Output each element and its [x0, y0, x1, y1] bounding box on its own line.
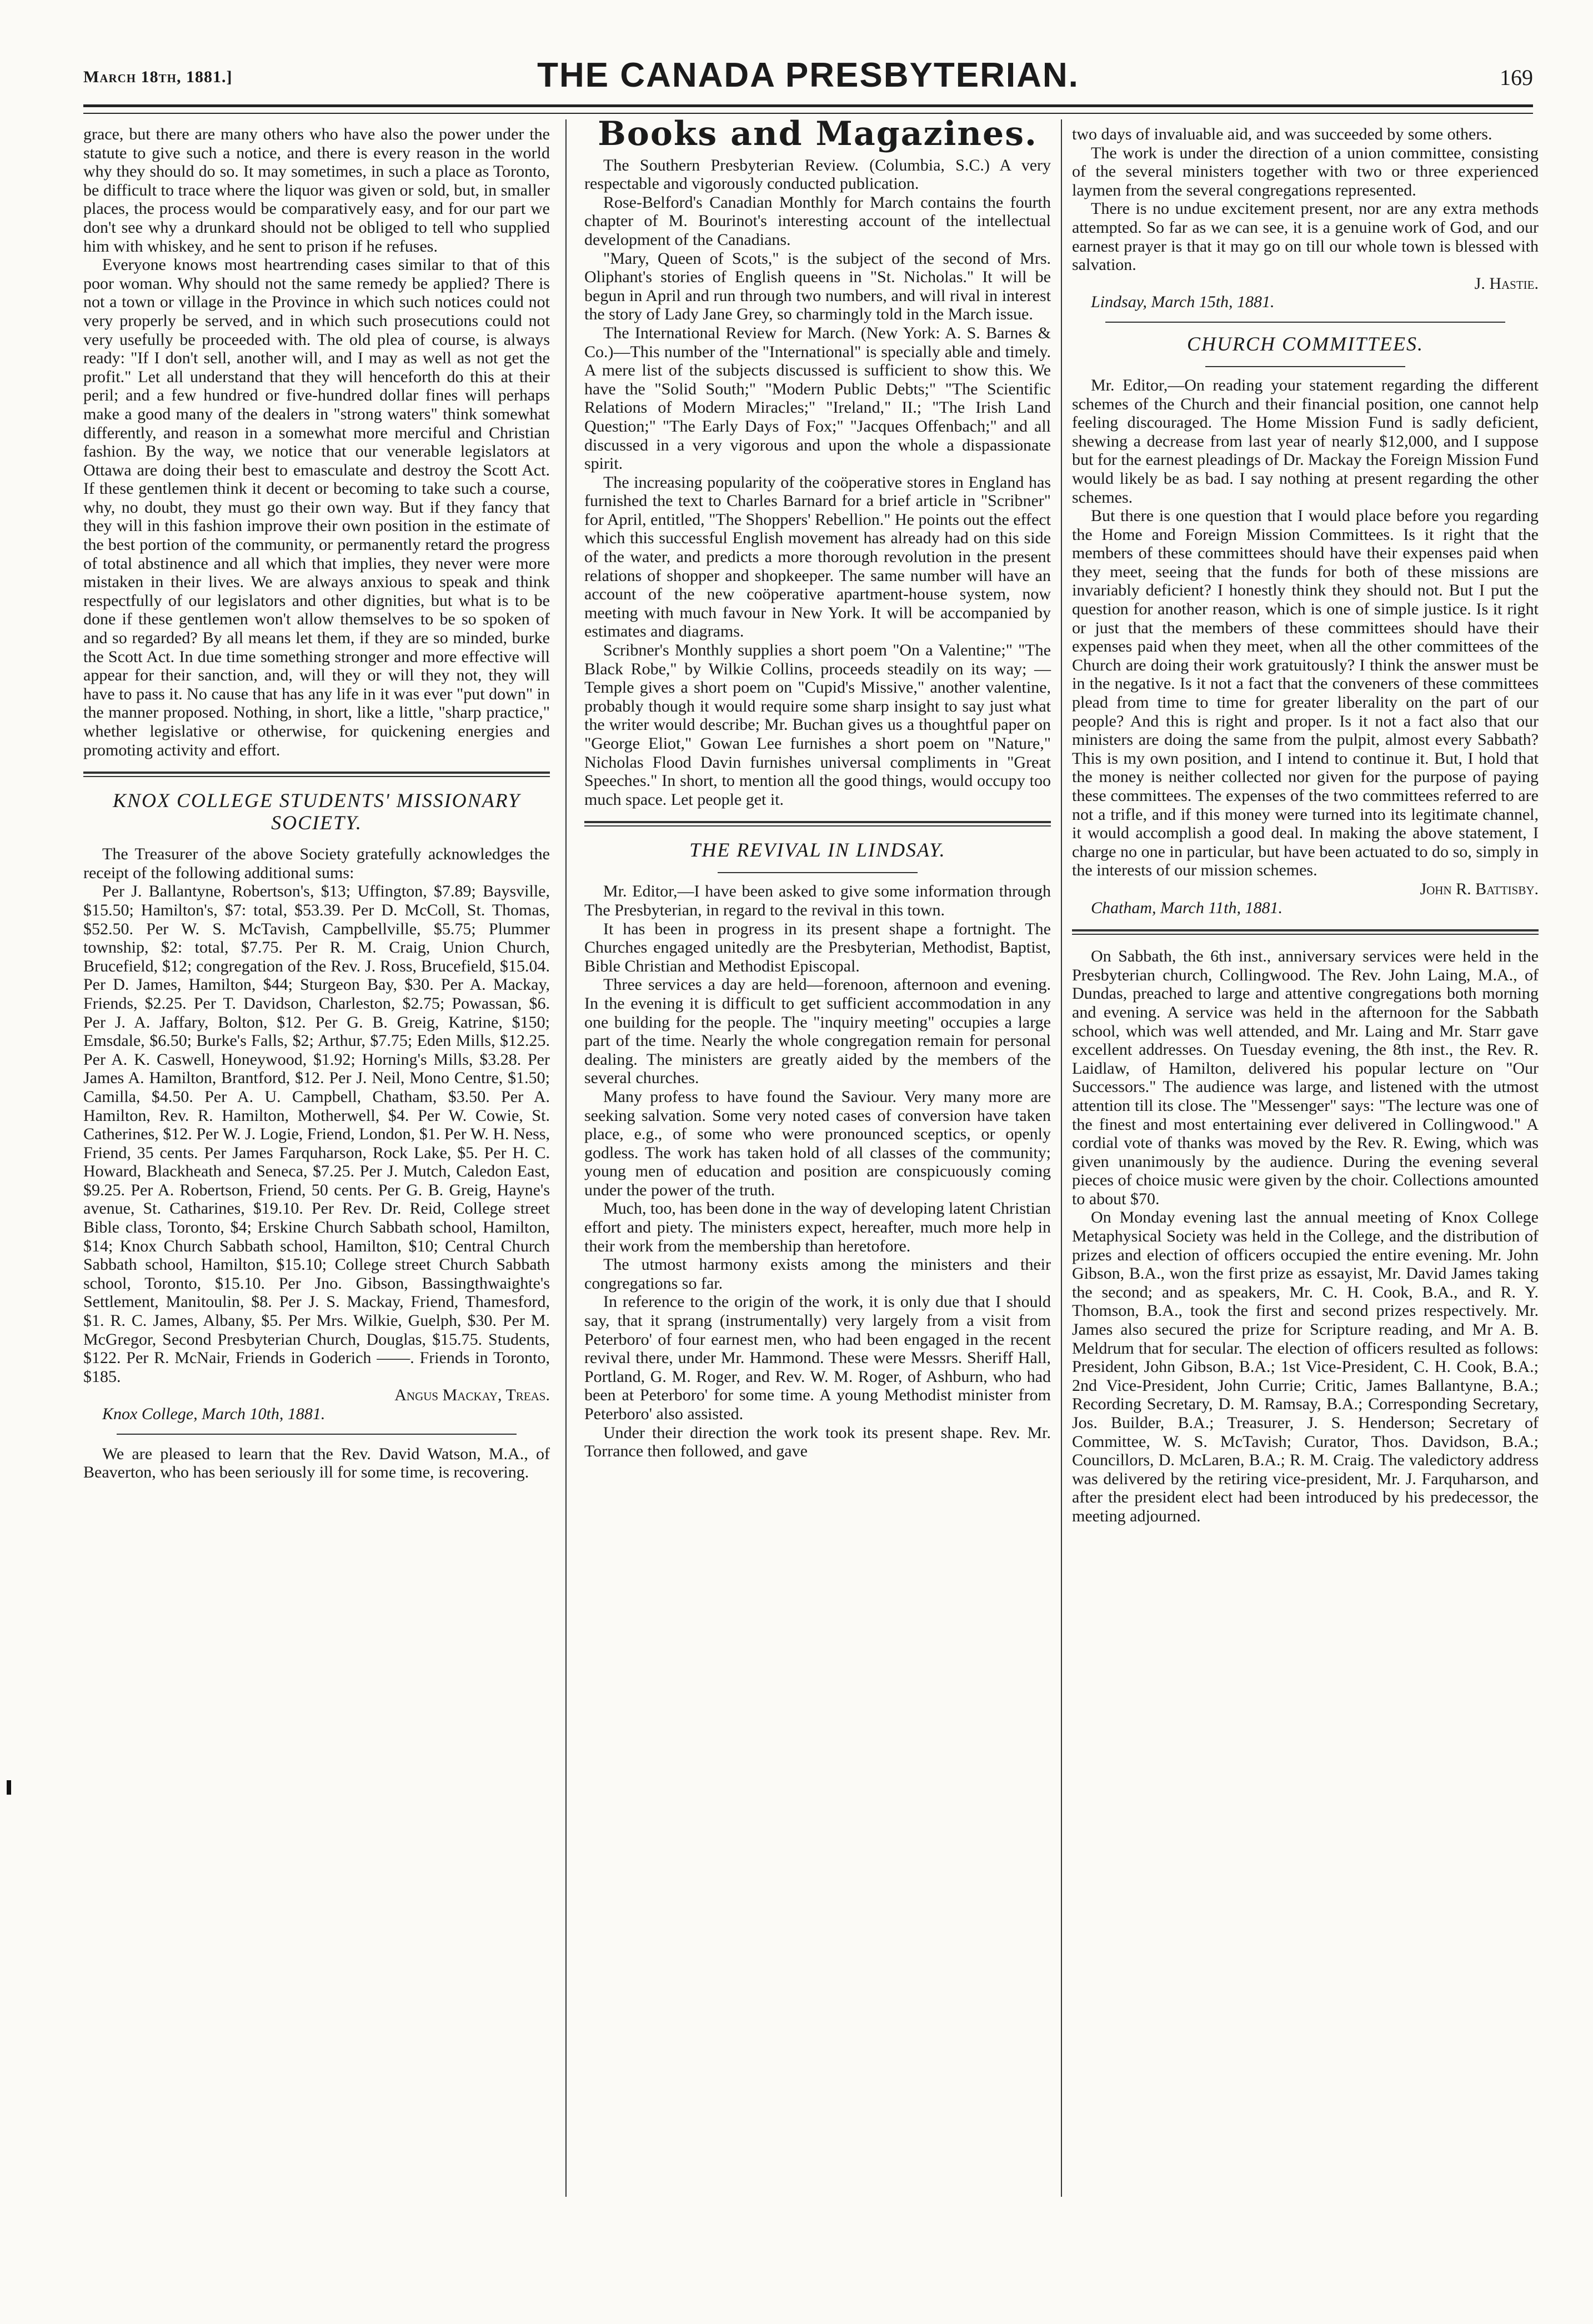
- page-number: 169: [1500, 65, 1533, 90]
- revival-paragraph: Many profess to have found the Saviour. Very many more are seeking salvation. Some very noted cases of conversion have taken place, e.g., of some who were pronounced sceptics, or openly godless. The work has taken hold of all classes of the community; young men of education and position are conspicuously coming under the power of the truth.: [584, 1087, 1051, 1199]
- committees-signature: John R. Battisby.: [1420, 879, 1539, 898]
- revival-signature: J. Hastie.: [1474, 274, 1539, 293]
- column-middle: [584, 114, 1051, 1461]
- section-rule: [584, 821, 1051, 827]
- books-magazines-title: Books and Magazines.: [598, 114, 1038, 153]
- review-item: The Southern Presbyterian Review. (Columbia, S.C.) A very respectable and vigorously conducted publication.: [584, 156, 1051, 193]
- revival-paragraph: Three services a day are held—forenoon, afternoon and evening. In the evening it is difficult to get sufficient accommodation in any one building for the people. The "inquiry meeting" occupies a large part of the time. Nearly the whole congregation remain for personal dealing. The ministers are greatly aided by the members of the several churches.: [584, 975, 1051, 1088]
- review-item: The increasing popularity of the coöperative stores in England has furnished the text to Charles Barnard for a brief article in "Scribner" for April, entitled, "The Shoppers' Rebellion." He points out the effect which this successful English movement has already had on this side of the water, and predicts a more thorough revolution in the present relations of shopper and shopkeeper. The same number will have an account of the new coöperative apartment-house system, now meeting with much favour in New York. It will be accompanied by estimates and diagrams.: [584, 473, 1051, 641]
- news-item: On Monday evening last the annual meeting of Knox College Metaphysical Society was held in the College, and the distribution of prizes and election of officers occupied the entire evening. Mr. John Gibson, B.A., won the first prize as essayist, Mr. David James taking the second; and as speakers, Mr. C. H. Cook, B.A., and R. Y. Thomson, B.A., took the first and second prizes respectively. Mr. James also secured the prize for Scripture reading, and Mr A. B. Meldrum that for secular. The election of officers resulted as follows: President, John Gibson, B.A.; 1st Vice-President, C. H. Cook, B.A.; 2nd Vice-President, John Currie; Critic, James Ballantyne, B.A.; Recording Secretary, D. M. Ramsay, B.A.; Corresponding Secretary, Jos. Builder, B.A.; Treasurer, J. S. Henderson; Secretary of Committee, W. S. McTavish; Curator, Thos. Davidson, B.A.; Councillors, D. McLaren, B.A.; R. M. Craig. The valedictory address was delivered by the retiring vice-president, Mr. J. Farquharson, and after the president elect had been introduced by his predecessor, the meeting adjourned.: [1072, 1208, 1539, 1525]
- column-divider: [565, 119, 567, 2197]
- heading-rule: [1205, 366, 1405, 367]
- review-item: Scribner's Monthly supplies a short poem "On a Valentine;" "The Black Robe," by Wilkie Collins, proceeds steadily on its way; — Temple gives a short poem on "Cupid's Missive," another valentine, probably though it would require some sharp insight to say just what the writer would describe; Mr. Buchan gives us a thoughtful paper on "George Eliot," Gowan Lee furnishes a short poem on "Nature," Nicholas Flood Davin furnishes universal compliments in "Great Speeches." In short, to mention all the good things, would occupy too much space. Let people get it.: [584, 641, 1051, 809]
- section-rule: [83, 772, 550, 777]
- revival-paragraph: Mr. Editor,—I have been asked to give some information through The Presbyterian, in regard to the revival in this town.: [584, 882, 1051, 919]
- committees-paragraph: But there is one question that I would place before you regarding the Home and Foreign Mission Committees. Is it right that the members of these committees should have their expenses paid when they meet, seeing that the funds for both of these missions are invariably deficient? I honestly think they should not. But I put the question for another reason, which is one of simple justice. Is it right or just that the members of these committees should have their expenses paid when they meet, when all the other committees of the Church are doing their work gratuitously? I think the answer must be in the negative. Is it not a fact that the conveners of these committees plead from time to time for greater liberality on the part of our people? And this is right and proper. Is it not a fact also that our ministers are doing the same from the pulpit, almost every Sabbath? This is my own position, and I intend to continue it. But, I hold that the money is neither collected nor given for the purpose of paying these committees. The expenses of the two committees referred to are not a trifle, and if this money were turned into its legitimate channel, it would accomplish a good deal. In making the above statement, I charge no one in particular, but have been actuated to do so, simply in the interests of our mission schemes.: [1072, 507, 1539, 880]
- section-rule: [1105, 322, 1505, 323]
- column-right: [1072, 125, 1539, 1526]
- liquor-article-paragraph: grace, but there are many others who have also the power under the statute to give such a notice, and there is every reason in the world why they should do so. It may sometimes, in such a place as Toronto, be difficult to trace where the liquor was given or sold, but, in smaller places, the process would be comparatively easy, and for our part we don't see why a drunkard should not be obliged to tell who supplied him with whiskey, and he sent to prison if he refuses.: [83, 125, 550, 256]
- knox-dateline: Knox College, March 10th, 1881.: [102, 1405, 325, 1423]
- section-rule: [117, 1434, 517, 1435]
- column-divider: [1061, 119, 1062, 2197]
- knox-intro: The Treasurer of the above Society gratefully acknowledges the receipt of the following additional sums:: [83, 845, 550, 882]
- treasurer-signature: Angus Mackay, Treas.: [394, 1386, 550, 1405]
- watson-notice: We are pleased to learn that the Rev. David Watson, M.A., of Beaverton, who has been seriously ill for some time, is recovering.: [83, 1444, 550, 1482]
- committees-dateline: Chatham, March 11th, 1881.: [1091, 898, 1283, 917]
- revival-paragraph: It has been in progress in its present shape a fortnight. The Churches engaged unitedly are the Presbyterian, Methodist, Baptist, Bible Christian and Methodist Episcopal.: [584, 919, 1051, 975]
- revival-dateline: Lindsay, March 15th, 1881.: [1091, 293, 1275, 312]
- revival-paragraph: Much, too, has been done in the way of developing latent Christian effort and piety. The ministers expect, hereafter, much more help in their work from the membership than heretofore.: [584, 1199, 1051, 1255]
- page-header: [83, 56, 1533, 100]
- revival-paragraph: There is no undue excitement present, nor are any extra methods attempted. So far as we can see, it is a genuine work of God, and our earnest prayer is that it may go on till our whole town is blessed with salvation.: [1072, 199, 1539, 274]
- margin-mark: [7, 1780, 11, 1795]
- knox-donations-list: Per J. Ballantyne, Robertson's, $13; Uffington, $7.89; Baysville, $15.50; Hamilton's, $7: total, $53.39. Per D. McColl, St. Thomas, $52.50. Per W. S. McTavish, Campbellville, $5.75; Plummer township, $2: total, $7.75. Per R. M. Craig, Union Church, Brucefield, $12; congregation of the Rev. J. Ross, Brucefield, $15.04. Per D. James, Hamilton, $44; Sturgeon Bay, $30. Per A. Mackay, Friends, $2.25. Per T. Davidson, Charleston, $2.75; Powassan, $6. Per J. A. Jaffary, Bolton, $12. Per G. B. Greig, Katrine, $150; Emsdale, $6.50; Burke's Falls, $2; Arthur, $7.75; Eden Mills, $12.25. Per A. K. Caswell, Honeywood, $1.92; Horning's Mills, $3.28. Per James A. Hamilton, Brantford, $12. Per J. Neil, Mono Centre, $1.50; Camilla, $4.50. Per A. U. Campbell, Chatham, $3.50. Per A. Hamilton, Rev. R. Hamilton, Motherwell, $4. Per W. Cowie, St. Catherines, $12. Per W. J. Logie, Friend, London, $1. Per W. H. Ness, Friend, 35 cents. Per James Farquharson, Rock Lake, $5. Per H. C. Howard, Blackheath and Seneca, $7.25. Per J. Mutch, Caledon East, $9.25. Per A. Robertson, Friend, 50 cents. Per G. B. Greig, Hayne's avenue, St. Catharines, $19.10. Per Rev. Dr. Reid, College street Bible class, Toronto, $4; Erskine Church Sabbath school, Hamilton, $14; Knox Church Sabbath school, Hamilton, $10; Central Church Sabbath school, Hamilton, $15.10; College street Church Sabbath school, Toronto, $15.10. Per Jno. Gibson, Bassingthwaighte's Settlement, Manitoulin, $8. Per J. S. Mackay, Friend, Thamesford, $1. R. C. James, Albany, $5. Per Mrs. Wilkie, Guelph, $30. Per M. McGregor, Second Presbyterian Church, Douglas, $15.75. Students, $122. Per R. McNair, Friends in Goderich ——. Friends in Toronto, $185.: [83, 882, 550, 1386]
- revival-paragraph: Under their direction the work took its present shape. Rev. Mr. Torrance then followed, and gave: [584, 1423, 1051, 1461]
- revival-paragraph: The work is under the direction of a union committee, consisting of the several ministers together with two or three experienced laymen from the several congregations represented.: [1072, 143, 1539, 199]
- church-committees-heading: CHURCH COMMITTEES.: [1186, 332, 1424, 355]
- revival-paragraph: In reference to the origin of the work, it is only due that I should say, that it sprang (instrumentally) very largely from a visit from Peterboro' of four earnest men, who had been engaged in the recent revival there, under Mr. Hammond. These were Messrs. Sheriff Hall, Portland, G. M. Roger, and Rev. W. M. Roger, of Ashburn, who had been at Peterboro' for some time. A young Methodist minister from Peterboro' also assisted.: [584, 1293, 1051, 1423]
- review-item: The International Review for March. (New York: A. S. Barnes & Co.)—This number of the "International" is specially able and timely. A mere list of the subjects discussed is sufficient to show this. We have the "Solid South;" "Modern Public Debts;" "The Scientific Relations of Modern Miracles;" "Ireland," II.; "The Irish Land Question;" "The Early Days of Fox;" "Jacques Offenbach;" and all discussed in a very vigorous and upon the whole a dispassionate spirit.: [584, 323, 1051, 473]
- news-item: On Sabbath, the 6th inst., anniversary services were held in the Presbyterian church, Collingwood. The Rev. John Laing, M.A., of Dundas, preached to large and attentive congregations both morning and evening. A service was held in the afternoon for the Sabbath school, which was well attended, and Mr. Laing and Mr. Starr gave excellent addresses. On Tuesday evening, the 8th inst., the Rev. R. Laidlaw, of Hamilton, delivered his popular lecture on "Our Successors." The audience was large, and listened with the utmost attention till its close. The "Messenger" says: "The lecture was one of the finest and most entertaining ever delivered in Collingwood." A cordial vote of thanks was moved by the Rev. R. Ewing, which was given unanimously by the audience. During the evening several pieces of choice music were given by the choir. Collections amounted to about $70.: [1072, 947, 1539, 1208]
- revival-paragraph: The utmost harmony exists among the ministers and their congregations so far.: [584, 1255, 1051, 1293]
- column-left: [83, 125, 550, 1482]
- heading-rule: [718, 872, 918, 873]
- liquor-article-paragraph: Everyone knows most heartrending cases similar to that of this poor woman. Why should not the same remedy be applied? There is not a town or village in the Province in which such notices could not very properly be served, and in which such prosecutions could not very usefully be proceeded with. The old plea of course, is always ready: "If I don't sell, another will, and I may as well as not get the profit." Let all understand that they will henceforth do this at their peril; and a few hundred or five-hundred dollar fines will perhaps make a good many of the dealers in "strong waters" think somewhat differently, and reason in a somewhat more merciful and Christian fashion. By the way, we notice that our venerable legislators at Ottawa are doing their best to emasculate and destroy the Scott Act. If these gentlemen think it decent or becoming to take such a course, why, no doubt, they must go their own way. But if they fancy that they will in this fashion improve their own position in the estimate of the best portion of the community, or permanently retard the progress of total abstinence and all which that implies, they never were more mistaken in their lives. We are always anxious to speak and think respectfully of our legislators and other dignities, but what is to be done if these gentlemen won't allow themselves to be so spoken of and so regarded? By all means let them, if they are so minded, burke the Scott Act. In due time something stronger and more effective will appear for their sanction, and, will they or will they not, they will have to pass it. No cause that has any life in it was ever "put down" in the manner proposed. Nothing, in short, like a little, "sharp practice," whether legislative or otherwise, for quickening energies and promoting activity and effort.: [83, 256, 550, 759]
- review-item: Rose-Belford's Canadian Monthly for March contains the fourth chapter of M. Bourinot's interesting account of the intellectual development of the Canadians.: [584, 193, 1051, 249]
- revival-paragraph: two days of invaluable aid, and was succeeded by some others.: [1072, 125, 1492, 143]
- section-rule: [1072, 929, 1539, 935]
- knox-society-heading: KNOX COLLEGE STUDENTS' MISSIONARY SOCIETY.: [112, 789, 521, 834]
- newspaper-title: THE CANADA PRESBYTERIAN.: [537, 56, 1079, 94]
- revival-heading: THE REVIVAL IN LINDSAY.: [689, 839, 946, 862]
- review-item: "Mary, Queen of Scots," is the subject of the second of Mrs. Oliphant's stories of English queens in "St. Nicholas." It will be begun in April and run through two numbers, and will rival in interest the story of Lady Jane Grey, so charmingly told in the March issue.: [584, 249, 1051, 324]
- header-rule: [83, 104, 1533, 114]
- committees-paragraph: Mr. Editor,—On reading your statement regarding the different schemes of the Church and their financial position, one cannot help feeling discouraged. The Home Mission Fund is sadly deficient, shewing a decrease from last year of nearly $12,000, and I suppose but for the earnest pleadings of Dr. Mackay the Foreign Mission Fund would likely be as bad. I say nothing at present regarding the other schemes.: [1072, 375, 1539, 507]
- issue-date: March 18th, 1881.]: [83, 68, 233, 86]
